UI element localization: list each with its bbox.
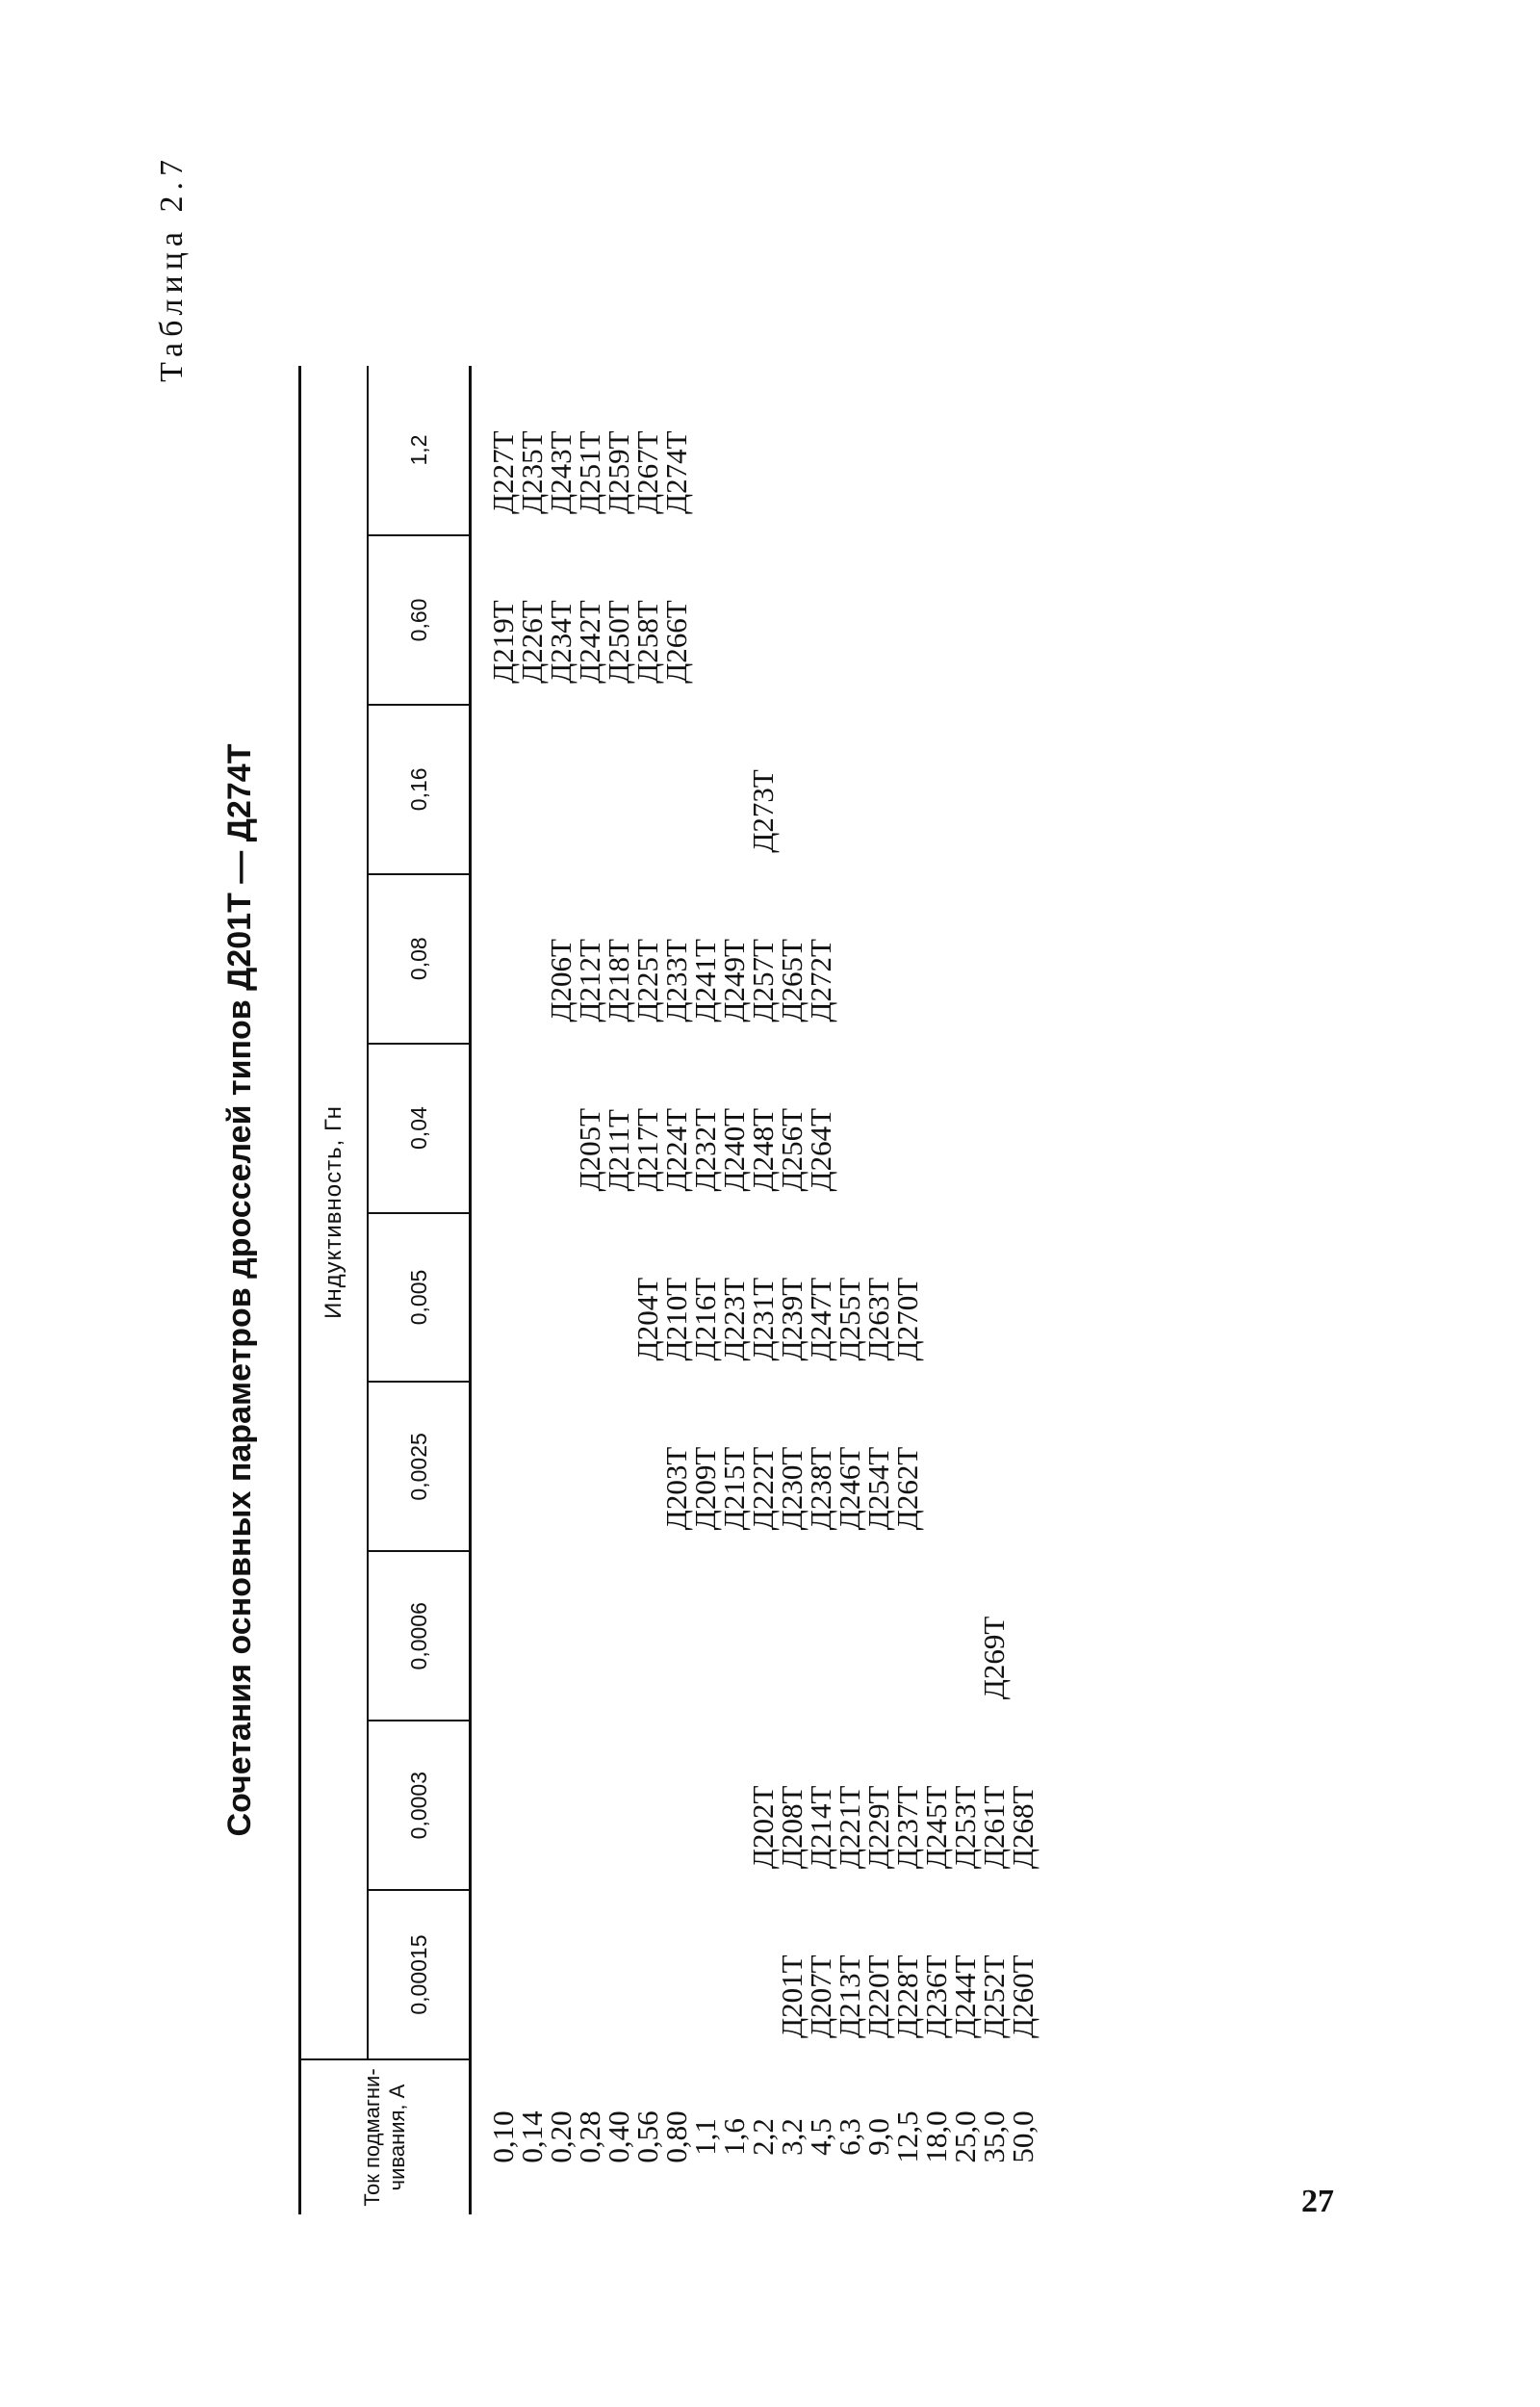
choke-type-cell (471, 1044, 519, 1213)
choke-type-cell: Д217Т (630, 1107, 664, 1192)
current-value: 0,56 (630, 2110, 664, 2163)
choke-type-cell (864, 874, 893, 1044)
inductance-header: 0,0003 (368, 1721, 471, 1890)
choke-type-cell (604, 1213, 633, 1383)
inductance-header: 0,0006 (368, 1551, 471, 1721)
choke-type-cell: Д207Т (804, 1954, 837, 2038)
choke-type-cell (691, 366, 720, 535)
table-row (864, 366, 893, 2214)
inductance-header: 0,005 (368, 1213, 471, 1383)
choke-type-cell: Д214Т (804, 1785, 837, 1870)
current-value: 0,20 (544, 2110, 578, 2163)
choke-type-cell (576, 1213, 604, 1383)
choke-type-cell: Д266Т (659, 600, 693, 684)
choke-type-cell: Д261Т (977, 1785, 1011, 1870)
page-number: 27 (1301, 2184, 1334, 2219)
current-column-header (300, 2059, 471, 2214)
choke-type-cell (893, 1551, 922, 1721)
choke-type-cell (471, 705, 519, 874)
choke-type-cell: Д238Т (804, 1446, 837, 1531)
choke-type-cell (604, 1382, 633, 1551)
choke-type-cell (778, 705, 807, 874)
choke-type-cell: Д236Т (919, 1954, 953, 2038)
inductance-header: 0,08 (368, 874, 471, 1044)
choke-type-cell (980, 535, 1009, 705)
choke-type-cell (893, 535, 922, 705)
choke-type-cell (547, 1213, 576, 1383)
choke-type-cell (691, 1551, 720, 1721)
choke-type-cell (547, 705, 576, 874)
choke-type-cell (893, 366, 922, 535)
choke-type-cell (893, 705, 922, 874)
choke-type-cell (633, 1382, 662, 1551)
table-body (471, 366, 1039, 2214)
choke-type-cell: Д259Т (602, 430, 635, 514)
choke-type-cell: Д240Т (717, 1107, 751, 1192)
choke-type-cell (547, 1721, 576, 1890)
choke-type-cell (691, 535, 720, 705)
choke-type-cell (922, 705, 951, 874)
choke-type-cell: Д263Т (861, 1277, 895, 1361)
inductance-header: 0,00015 (368, 1890, 471, 2059)
current-value: 0,40 (602, 2110, 635, 2163)
choke-type-cell: Д256Т (775, 1107, 808, 1192)
choke-type-cell: Д237Т (890, 1785, 924, 1870)
choke-type-cell (922, 1382, 951, 1551)
table-row (893, 366, 922, 2214)
inductance-header: 0,60 (368, 535, 471, 705)
choke-type-cell (1009, 874, 1038, 1044)
inductance-header: 0,04 (368, 1044, 471, 1213)
choke-type-cell: Д211Т (602, 1109, 635, 1192)
choke-type-cell (547, 1382, 576, 1551)
choke-type-cell (951, 535, 980, 705)
current-header-line1: Ток подмагни- (360, 2068, 384, 2207)
current-header-line2: чивания, А (385, 2083, 409, 2191)
choke-type-cell (778, 366, 807, 535)
choke-type-cell (576, 1721, 604, 1890)
table-row (749, 366, 778, 2214)
choke-type-cell (807, 535, 835, 705)
choke-type-cell (576, 705, 604, 874)
choke-type-cell (951, 1044, 980, 1213)
choke-type-cell: Д228Т (890, 1954, 924, 2038)
choke-type-cell (807, 366, 835, 535)
choke-type-cell (518, 705, 547, 874)
choke-type-cell: Д209Т (688, 1446, 722, 1531)
choke-type-cell (518, 1213, 547, 1383)
choke-type-cell: Д235Т (515, 430, 549, 514)
choke-type-cell: Д274Т (659, 430, 693, 514)
table-label: Таблица 2.7 (154, 154, 190, 382)
choke-type-cell (720, 1721, 749, 1890)
choke-type-cell: Д242Т (573, 600, 606, 684)
choke-type-cell (864, 1044, 893, 1213)
choke-type-cell: Д268Т (1006, 1785, 1040, 1870)
choke-type-cell (1009, 366, 1038, 535)
choke-type-cell (518, 1890, 547, 2059)
table-row (835, 366, 864, 2214)
choke-type-cell (720, 1551, 749, 1721)
choke-type-cell (864, 705, 893, 874)
choke-type-cell: Д265Т (775, 939, 808, 1022)
choke-type-cell (547, 1044, 576, 1213)
current-value: 12,5 (890, 2110, 924, 2163)
choke-type-cell: Д255Т (833, 1277, 866, 1361)
current-value: 6,3 (833, 2118, 866, 2156)
choke-type-cell: Д206Т (544, 939, 578, 1022)
choke-type-cell (980, 705, 1009, 874)
choke-type-cell: Д218Т (602, 939, 635, 1022)
choke-type-cell (980, 1382, 1009, 1551)
table-row (662, 366, 691, 2214)
choke-type-cell: Д225Т (630, 939, 664, 1022)
current-value: 2,2 (746, 2118, 780, 2156)
choke-type-cell (835, 535, 864, 705)
choke-type-cell: Д202Т (746, 1785, 780, 1870)
choke-type-cell: Д208Т (775, 1785, 808, 1870)
choke-type-cell: Д241Т (688, 939, 722, 1022)
chokes-table (298, 366, 1038, 2214)
choke-type-cell: Д222Т (746, 1446, 780, 1531)
choke-type-cell: Д230Т (775, 1446, 808, 1531)
choke-type-cell (720, 366, 749, 535)
choke-type-cell (835, 1551, 864, 1721)
choke-type-cell: Д210Т (659, 1277, 693, 1361)
choke-type-cell (720, 1890, 749, 2059)
current-value: 50,0 (1006, 2110, 1040, 2163)
table-row (604, 366, 633, 2214)
choke-type-cell (471, 1890, 519, 2059)
choke-type-cell (518, 1044, 547, 1213)
choke-type-cell: Д216Т (688, 1277, 722, 1361)
choke-type-cell (893, 1044, 922, 1213)
choke-type-cell: Д232Т (688, 1107, 722, 1192)
choke-type-cell (604, 705, 633, 874)
choke-type-cell (951, 705, 980, 874)
choke-type-cell (864, 366, 893, 535)
choke-type-cell (864, 535, 893, 705)
choke-type-cell (691, 1890, 720, 2059)
choke-type-cell: Д239Т (775, 1277, 808, 1361)
choke-type-cell: Д204Т (630, 1277, 664, 1361)
choke-type-cell: Д233Т (659, 939, 693, 1022)
choke-type-cell (576, 1382, 604, 1551)
choke-type-cell: Д270Т (890, 1277, 924, 1361)
choke-type-cell (835, 705, 864, 874)
choke-type-cell (749, 366, 778, 535)
choke-type-cell (1009, 1551, 1038, 1721)
choke-type-cell (691, 705, 720, 874)
choke-type-cell: Д260Т (1006, 1954, 1040, 2038)
choke-type-cell (633, 1721, 662, 1890)
choke-type-cell: Д215Т (717, 1446, 751, 1531)
choke-type-cell: Д221Т (833, 1785, 866, 1870)
choke-type-cell: Д219Т (486, 600, 520, 684)
inductance-header: 1,2 (368, 366, 471, 535)
choke-type-cell (576, 1551, 604, 1721)
choke-type-cell: Д257Т (746, 939, 780, 1022)
choke-type-cell (471, 874, 519, 1044)
choke-type-cell (518, 1551, 547, 1721)
choke-type-cell (1009, 1213, 1038, 1383)
current-value: 0,28 (573, 2110, 606, 2163)
choke-type-cell: Д245Т (919, 1785, 953, 1870)
choke-type-cell (778, 535, 807, 705)
table-row (1009, 366, 1038, 2214)
choke-type-cell (951, 366, 980, 535)
choke-type-cell (951, 1551, 980, 1721)
choke-type-cell (922, 1551, 951, 1721)
current-value: 0,14 (515, 2110, 549, 2163)
choke-type-cell (662, 705, 691, 874)
current-value: 18,0 (919, 2110, 953, 2163)
choke-type-cell: Д262Т (890, 1446, 924, 1531)
choke-type-cell: Д227Т (486, 430, 520, 514)
choke-type-cell: Д267Т (630, 430, 664, 514)
current-value: 4,5 (804, 2118, 837, 2156)
table-row (807, 366, 835, 2214)
table-row (547, 366, 576, 2214)
choke-type-cell (471, 1551, 519, 1721)
table-row (576, 366, 604, 2214)
current-value: 1,6 (717, 2118, 751, 2156)
table-row (633, 366, 662, 2214)
choke-type-cell (547, 1890, 576, 2059)
choke-type-cell (922, 366, 951, 535)
choke-type-cell (893, 874, 922, 1044)
table-row (691, 366, 720, 2214)
choke-type-cell: Д252Т (977, 1954, 1011, 2038)
choke-type-cell (633, 1890, 662, 2059)
choke-type-cell (576, 1890, 604, 2059)
table-row (720, 366, 749, 2214)
choke-type-cell (778, 1551, 807, 1721)
choke-type-cell: Д205Т (573, 1107, 606, 1192)
choke-type-cell: Д220Т (861, 1954, 895, 2038)
inductance-group-header: Индуктивность, Гн (300, 366, 369, 2059)
choke-type-cell: Д223Т (717, 1277, 751, 1361)
choke-type-cell (835, 874, 864, 1044)
choke-type-cell (518, 1382, 547, 1551)
choke-type-cell (922, 874, 951, 1044)
choke-type-cell (951, 874, 980, 1044)
choke-type-cell (633, 705, 662, 874)
inductance-header: 0,16 (368, 705, 471, 874)
choke-type-cell: Д201Т (775, 1954, 808, 2038)
table-row (471, 366, 519, 2214)
choke-type-cell: Д264Т (804, 1107, 837, 1192)
choke-type-cell (922, 1044, 951, 1213)
choke-type-cell: Д212Т (573, 939, 606, 1022)
choke-type-cell: Д213Т (833, 1954, 866, 2038)
choke-type-cell (662, 1721, 691, 1890)
choke-type-cell (980, 1044, 1009, 1213)
current-value: 0,10 (486, 2110, 520, 2163)
choke-type-cell: Д250Т (602, 600, 635, 684)
choke-type-cell (980, 1213, 1009, 1383)
choke-type-cell (1009, 1044, 1038, 1213)
choke-type-cell (471, 1213, 519, 1383)
choke-type-cell: Д272Т (804, 939, 837, 1022)
choke-type-cell: Д258Т (630, 600, 664, 684)
choke-type-cell (604, 1721, 633, 1890)
inductance-header: 0,0025 (368, 1382, 471, 1551)
table-title: Сочетания основных параметров дросселей типов Д201Т — Д274Т (221, 743, 258, 1837)
choke-type-cell (835, 366, 864, 535)
current-value: 35,0 (977, 2110, 1011, 2163)
choke-type-cell (633, 1551, 662, 1721)
current-value: 3,2 (775, 2118, 808, 2156)
table-row (518, 366, 547, 2214)
choke-type-cell (749, 1551, 778, 1721)
current-value: 25,0 (948, 2110, 982, 2163)
choke-type-cell (691, 1721, 720, 1890)
choke-type-cell (951, 1213, 980, 1383)
choke-type-cell: Д248Т (746, 1107, 780, 1192)
choke-type-cell (604, 1890, 633, 2059)
choke-type-cell: Д226Т (515, 600, 549, 684)
choke-type-cell: Д246Т (833, 1446, 866, 1531)
choke-type-cell (604, 1551, 633, 1721)
choke-type-cell: Д249Т (717, 939, 751, 1022)
choke-type-cell (662, 1890, 691, 2059)
choke-type-cell (662, 1551, 691, 1721)
choke-type-cell (980, 366, 1009, 535)
table-row (778, 366, 807, 2214)
rotated-table-block (154, 154, 1328, 2214)
choke-type-cell (1009, 535, 1038, 705)
choke-type-cell (471, 1382, 519, 1551)
choke-type-cell: Д253Т (948, 1785, 982, 1870)
choke-type-cell (547, 1551, 576, 1721)
choke-type-cell (807, 705, 835, 874)
table-row (922, 366, 951, 2214)
choke-type-cell: Д251Т (573, 430, 606, 514)
current-value: 0,80 (659, 2110, 693, 2163)
table-row (951, 366, 980, 2214)
choke-type-cell (1009, 705, 1038, 874)
choke-type-cell (980, 874, 1009, 1044)
choke-type-cell: Д224Т (659, 1107, 693, 1192)
choke-type-cell: Д243Т (544, 430, 578, 514)
choke-type-cell (749, 1890, 778, 2059)
choke-type-cell (518, 1721, 547, 1890)
choke-type-cell: Д203Т (659, 1446, 693, 1531)
choke-type-cell (835, 1044, 864, 1213)
choke-type-cell (807, 1551, 835, 1721)
choke-type-cell (951, 1382, 980, 1551)
choke-type-cell: Д234Т (544, 600, 578, 684)
choke-type-cell (471, 1721, 519, 1890)
table-row (980, 366, 1009, 2214)
choke-type-cell (720, 705, 749, 874)
choke-type-cell (922, 535, 951, 705)
choke-type-cell: Д244Т (948, 1954, 982, 2038)
choke-type-cell: Д247Т (804, 1277, 837, 1361)
choke-type-cell (749, 535, 778, 705)
choke-type-cell (922, 1213, 951, 1383)
choke-type-cell: Д254Т (861, 1446, 895, 1531)
current-value: 1,1 (688, 2118, 722, 2156)
choke-type-cell (1009, 1382, 1038, 1551)
choke-type-cell (518, 874, 547, 1044)
choke-type-cell: Д231Т (746, 1277, 780, 1361)
choke-type-cell (864, 1551, 893, 1721)
choke-type-cell (720, 535, 749, 705)
choke-type-cell: Д273Т (746, 769, 780, 853)
current-value: 9,0 (861, 2118, 895, 2156)
choke-type-cell: Д269Т (977, 1616, 1011, 1700)
choke-type-cell: Д229Т (861, 1785, 895, 1870)
